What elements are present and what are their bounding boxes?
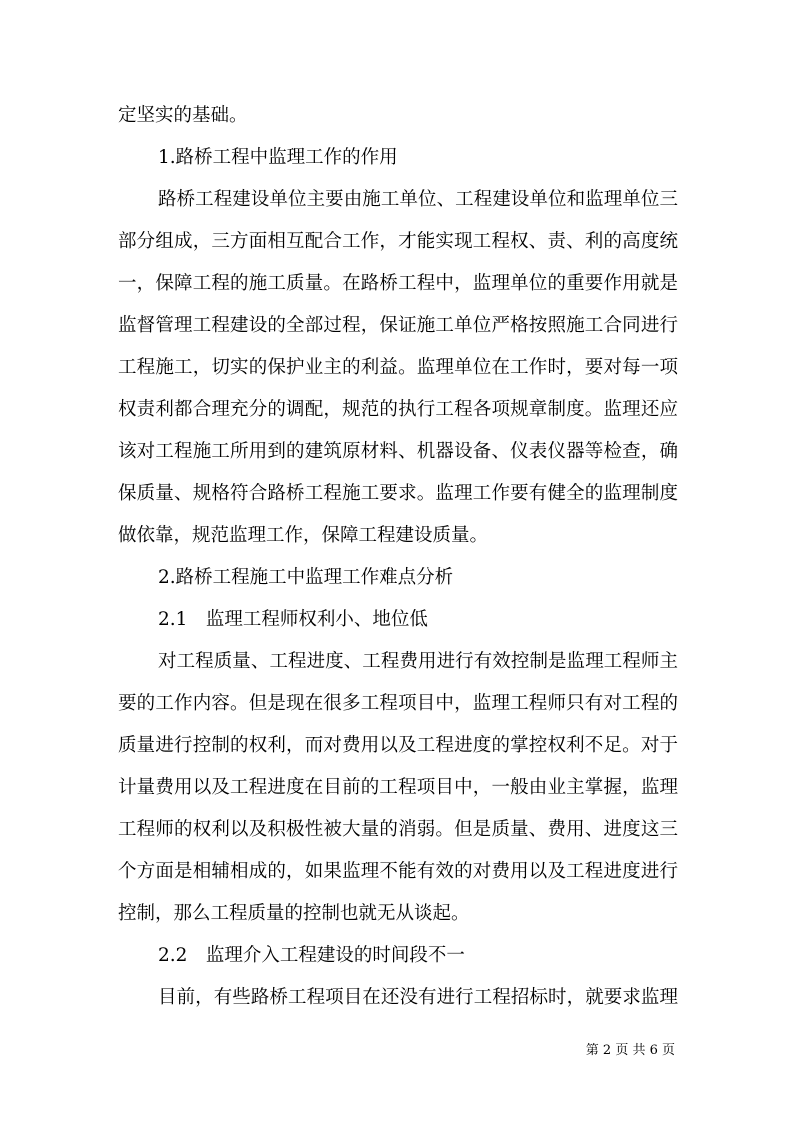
body-line: 控制，那么工程质量的控制也就无从谈起。 [118,903,470,924]
page-number-footer: 第 2 页 共 6 页 [585,1043,675,1058]
section-heading-2: 2.路桥工程施工中监理工作难点分析 [158,567,454,588]
body-line: 目前，有些路桥工程项目在还没有进行工程招标时，就要求监理 [158,987,678,1008]
body-line: 保质量、规格符合路桥工程施工要求。监理工作要有健全的监理制度 [118,483,678,504]
body-line: 要的工作内容。但是现在很多工程项目中，监理工程师只有对工程的 [118,693,678,714]
body-line: 工程师的权利以及积极性被大量的消弱。但是质量、费用、进度这三 [118,819,678,840]
body-line: 一，保障工程的施工质量。在路桥工程中，监理单位的重要作用就是 [118,273,678,294]
body-line: 工程施工，切实的保护业主的利益。监理单位在工作时，要对每一项 [118,357,678,378]
body-line: 计量费用以及工程进度在目前的工程项目中，一般由业主掌握，监理 [118,777,678,798]
body-line: 权责利都合理充分的调配，规范的执行工程各项规章制度。监理还应 [118,399,678,420]
subsection-heading-2-1: 2.1 监理工程师权利小、地位低 [158,609,428,630]
section-heading-1: 1.路桥工程中监理工作的作用 [158,147,398,168]
body-line: 路桥工程建设单位主要由施工单位、工程建设单位和监理单位三 [158,189,678,210]
body-line: 做依靠，规范监理工作，保障工程建设质量。 [118,525,489,546]
body-line: 对工程质量、工程进度、工程费用进行有效控制是监理工程师主 [158,651,678,672]
body-line: 监督管理工程建设的全部过程，保证施工单位严格按照施工合同进行 [118,315,678,336]
body-line: 个方面是相辅相成的，如果监理不能有效的对费用以及工程进度进行 [118,861,678,882]
subsection-heading-2-2: 2.2 监理介入工程建设的时间段不一 [158,945,465,966]
body-line: 该对工程施工所用到的建筑原材料、机器设备、仪表仪器等检查，确 [118,441,678,462]
body-line: 部分组成，三方面相互配合工作，才能实现工程权、责、利的高度统 [118,231,678,252]
body-line: 质量进行控制的权利，而对费用以及工程进度的掌控权利不足。对于 [118,735,678,756]
paragraph-continuation-line: 定坚实的基础。 [118,105,248,126]
